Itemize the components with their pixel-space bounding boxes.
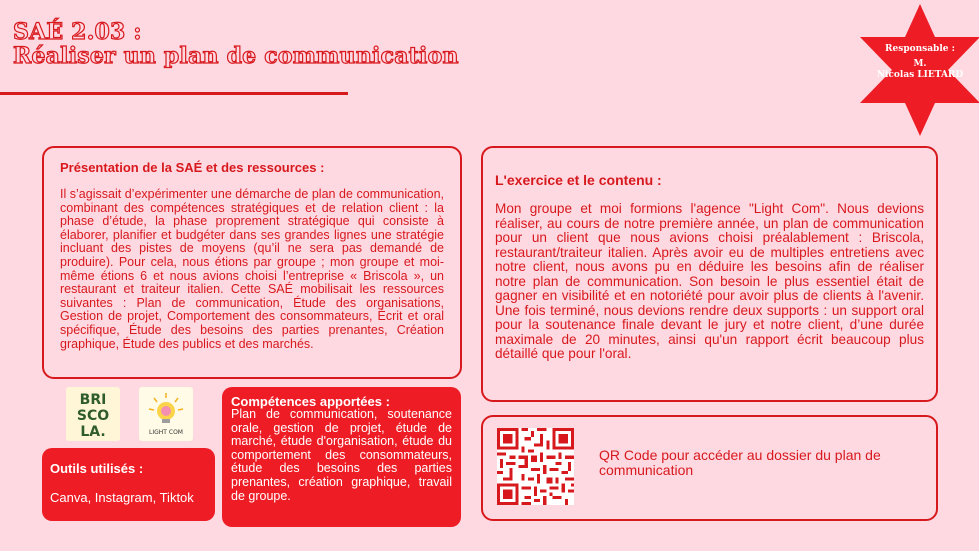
exercice-panel	[481, 146, 938, 402]
outils-text: Canva, Instagram, Tiktok	[50, 490, 194, 505]
lightcom-logo	[139, 387, 193, 441]
lightcom-logo-text: LIGHT COM	[149, 429, 183, 436]
outils-panel	[42, 448, 215, 521]
competences-heading: Compétences apportées :	[231, 394, 390, 409]
exercice-heading: L'exercice et le contenu :	[495, 172, 662, 188]
outils-heading: Outils utilisés :	[50, 461, 144, 476]
briscola-logo-line-1: BRI	[79, 392, 107, 408]
responsable-badge	[860, 44, 979, 81]
responsable-name-line-1: M.	[913, 59, 927, 69]
exercice-text: Mon groupe et moi formions l'agence "Light Com". Nous devions réaliser, au cours de notre première année, un plan de communication pour un client que nous avions choisi préalablement : Briscola, restaurant/traiteur italien. Après avoir eu de multiples entretiens avec notre client, nous avons pu en déduire les besoins afin de réaliser notre plan de communication. Son besoin le plus essentiel était de gagner en visibilité et en notoriété pour avoir plus de clients à l'avenir. Une fois terminé, nous devions rendre deux supports : un support oral pour la soutenance finale devant le jury et notre client, d’une durée maximale de 20 minutes, ainsi qu'un rapport écrit beaucoup plus détaillé que pour l'oral.	[495, 201, 924, 361]
qr-code[interactable]	[497, 428, 574, 505]
briscola-logo-icon	[66, 387, 120, 441]
title-underline	[0, 92, 348, 95]
responsable-label: Responsable :	[885, 44, 955, 54]
responsable-name-line-2: Nicolas LIETARD	[876, 70, 964, 80]
page-title	[13, 20, 459, 68]
briscola-logo-line-2: SCO	[76, 408, 110, 424]
presentation-panel	[42, 146, 462, 379]
qr-caption: QR Code pour accéder au dossier du plan de communication	[599, 447, 881, 478]
competences-text: Plan de communication, soutenance orale, gestion de projet, étude de marché, étude d'organisation, étude du comportement des consommateurs, étude des besoins des parties prenantes, création graphique, travail de groupe.	[231, 407, 452, 503]
briscola-logo	[66, 387, 120, 441]
title-line-2: Réaliser un plan de communication	[13, 43, 459, 69]
briscola-logo-line-3: LA.	[80, 424, 106, 440]
presentation-text: Il s’agissait d’expérimenter une démarche de plan de communication, combinant des compétences stratégiques et de relation client : la phase d’étude, la phase proprement stratégique qui consiste à élaborer, planifier et budgéter dans ses grandes lignes une stratégie incluant des pistes de moyens (qu’il ne sera pas demandé de produire). Pour cela, nous étions par groupe ; mon groupe et moi-même étions 6 et nous avions choisi l’entreprise « Briscola », un restaurant et traiteur italien. Cette SAÉ mobilisait les ressources suivantes : Plan de communication, Étude des organisations, Gestion de projet, Comportement des consommateurs, Écrit et oral spécifique, Étude des besoins des parties prenantes, Création graphique, Étude des publics et des marchés.	[60, 187, 444, 351]
lightbulb-icon	[139, 387, 193, 441]
presentation-heading: Présentation de la SAÉ et des ressources :	[60, 160, 325, 175]
competences-panel	[222, 387, 461, 527]
title-line-1: SAÉ 2.03 :	[13, 19, 142, 45]
